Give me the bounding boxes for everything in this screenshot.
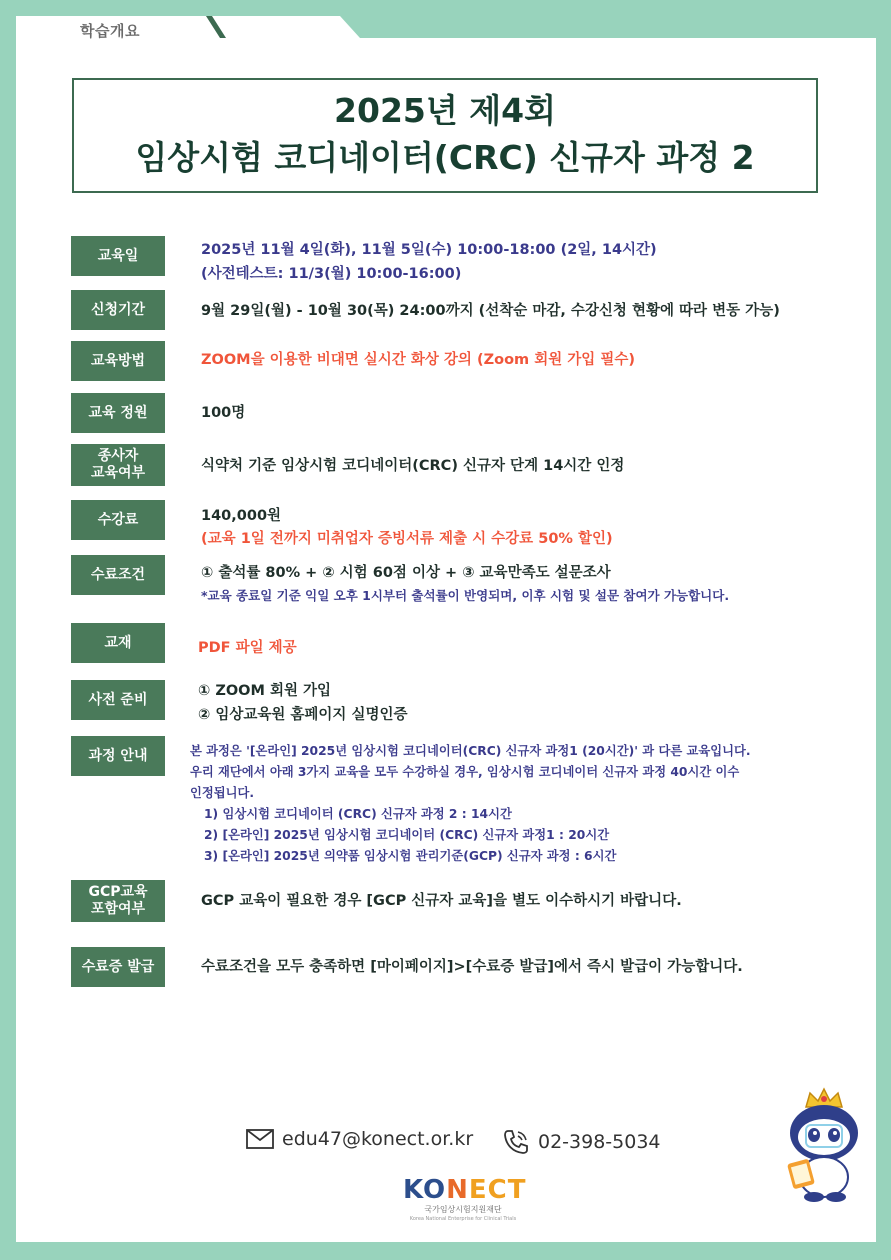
course-guide-text: [190, 741, 830, 867]
tab-label: 학습개요: [80, 22, 140, 40]
tab-slant-shape: [212, 16, 362, 40]
mail-icon: [246, 1129, 274, 1149]
contact-phone[interactable]: [502, 1128, 661, 1156]
value-fee-2: (교육 1일 전까지 미취업자 증빙서류 제출 시 수강료 50% 할인): [201, 531, 613, 547]
guide-item1: 1) 임상시험 코디네이터 (CRC) 신규자 과정 2 : 14시간: [204, 807, 512, 821]
logo-sub-ko: 국가임상시험지원재단: [424, 1205, 502, 1214]
label-worker-edu-2: 교육여부: [90, 465, 146, 481]
value-prep-2: ② 임상교육원 홈페이지 실명인증: [198, 707, 408, 723]
title-line1: 2025년 제4회: [334, 91, 556, 130]
value-material: PDF 파일 제공: [198, 640, 297, 656]
phone-icon: [502, 1128, 530, 1156]
contact-email-text: edu47@konect.or.kr: [282, 1128, 474, 1150]
label-fee: 수강료: [71, 500, 165, 540]
logo-word: [403, 1175, 527, 1205]
contact-email[interactable]: [246, 1128, 473, 1150]
value-edu-date-2: (사전테스트: 11/3(월) 10:00-16:00): [201, 266, 462, 282]
logo-word-ko: KO: [403, 1175, 447, 1205]
label-certificate: 수료증 발급: [71, 947, 165, 987]
value-completion-1: ① 출석률 80% + ② 시험 60점 이상 + ③ 교육만족도 설문조사: [201, 565, 611, 581]
label-completion: 수료조건: [71, 555, 165, 595]
value-certificate: 수료조건을 모두 충족하면 [마이페이지]>[수료증 발급]에서 즉시 발급이 가능합니다.: [201, 959, 743, 975]
value-capacity: 100명: [201, 405, 246, 421]
guide-item3: 3) [온라인] 2025년 의약품 임상시험 관리기준(GCP) 신규자 과정 : 6시간: [204, 849, 617, 863]
guide-line3: 인정됩니다.: [190, 786, 255, 800]
value-gcp: GCP 교육이 필요한 경우 [GCP 신규자 교육]을 별도 이수하시기 바랍니다.: [201, 893, 682, 909]
label-course-guide: 과정 안내: [71, 736, 165, 776]
value-completion-2: *교육 종료일 기준 익일 오후 1시부터 출석률이 반영되며, 이후 시험 및 설문 참여가 가능합니다.: [201, 588, 730, 603]
label-prep: 사전 준비: [71, 680, 165, 720]
logo-word-n: N: [446, 1175, 469, 1205]
mascot-icon: [776, 1085, 872, 1203]
value-edu-date-1: 2025년 11월 4일(화), 11월 5일(수) 10:00-18:00 (2일, 14시간): [201, 242, 657, 258]
label-gcp-2: 포함여부: [90, 901, 146, 917]
guide-item2: 2) [온라인] 2025년 임상시험 코디네이터 (CRC) 신규자 과정1 : 20시간: [204, 828, 610, 842]
value-apply-period: 9월 29일(월) - 10월 30(목) 24:00까지 (선착순 마감, 수강신청 현황에 따라 변동 가능): [201, 303, 780, 319]
value-fee-1: 140,000원: [201, 508, 282, 524]
guide-line1: 본 과정은 '[온라인] 2025년 임상시험 코디네이터(CRC) 신규자 과정1 (20시간)' 과 다른 교육입니다.: [190, 744, 751, 758]
label-worker-edu: [71, 444, 165, 486]
title-box: [72, 78, 818, 193]
label-gcp-1: GCP교육: [88, 884, 148, 900]
title-line2: 임상시험 코디네이터(CRC) 신규자 과정 2: [135, 138, 755, 177]
value-prep-1: ① ZOOM 회원 가입: [198, 683, 332, 699]
value-worker-edu: 식약처 기준 임상시험 코디네이터(CRC) 신규자 단계 14시간 인정: [201, 458, 625, 474]
value-edu-method: ZOOM을 이용한 비대면 실시간 화상 강의 (Zoom 회원 가입 필수): [201, 352, 635, 368]
guide-line2: 우리 재단에서 아래 3가지 교육을 모두 수강하실 경우, 임상시험 코디네이터 신규자 과정 40시간 이수: [190, 765, 740, 779]
contact-phone-text: 02-398-5034: [538, 1131, 661, 1153]
logo-word-rest: ECT: [468, 1175, 527, 1205]
konect-logo: [403, 1175, 527, 1225]
tab-slant-decor: [206, 16, 226, 38]
logo-sub-en: Korea National Enterprise for Clinical Trials: [409, 1216, 517, 1222]
label-material: 교재: [71, 623, 165, 663]
label-capacity: 교육 정원: [71, 393, 165, 433]
label-worker-edu-1: 종사자: [97, 448, 139, 464]
label-apply-period: 신청기간: [71, 290, 165, 330]
label-edu-method: 교육방법: [71, 341, 165, 381]
label-edu-date: 교육일: [71, 236, 165, 276]
label-gcp: [71, 880, 165, 922]
